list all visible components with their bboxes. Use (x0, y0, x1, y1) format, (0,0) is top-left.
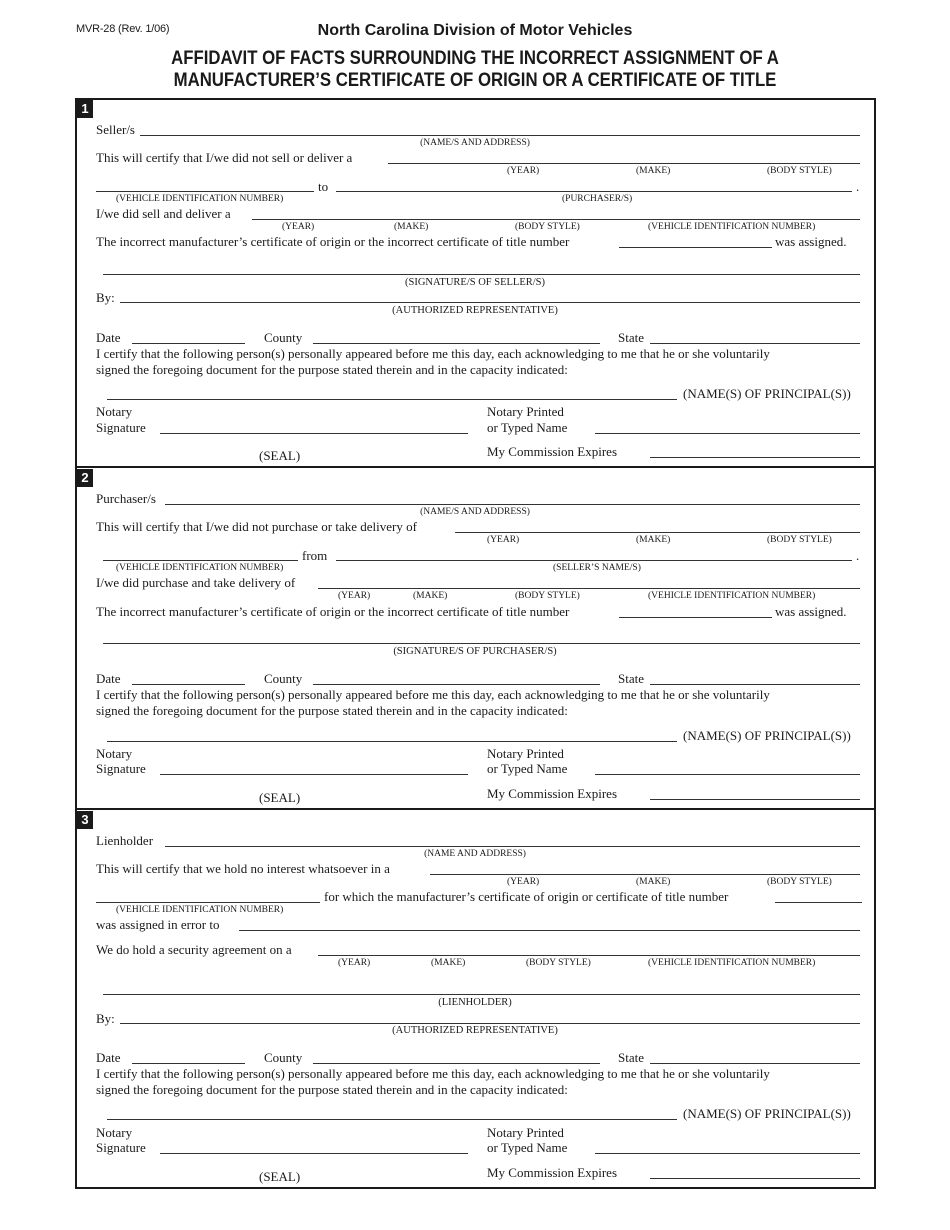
section-divider (75, 466, 876, 468)
caption-make: (MAKE) (431, 958, 466, 968)
caption-year: (YEAR) (507, 877, 540, 887)
date-field[interactable] (132, 684, 245, 685)
caption-purchaser: (PURCHASER/S) (562, 194, 633, 204)
principals-field[interactable] (107, 741, 677, 742)
vin-field[interactable] (96, 191, 314, 192)
authorized-rep-field[interactable] (120, 302, 860, 303)
caption-body-style: (BODY STYLE) (767, 877, 832, 887)
caption-body-style: (BODY STYLE) (767, 535, 832, 545)
vehicle-description-field[interactable] (388, 163, 860, 164)
caption-seller-name: (SELLER’S NAME/S) (553, 563, 641, 573)
caption-year: (YEAR) (487, 535, 520, 545)
vin-field[interactable] (96, 902, 320, 903)
purchaser-label: Purchaser/s (96, 491, 156, 506)
lienholder-name-field[interactable] (165, 846, 860, 847)
caption-body-style: (BODY STYLE) (767, 166, 832, 176)
no-interest-text: This will certify that we hold no interest whatsoever in a (96, 861, 390, 876)
notary-label: Notary (96, 746, 133, 761)
caption-authorized-rep: (AUTHORIZED REPRESENTATIVE) (392, 305, 558, 316)
principals-label: (NAME(S) OF PRINCIPAL(S)) (683, 386, 851, 401)
caption-make: (MAKE) (413, 591, 448, 601)
state-field[interactable] (650, 1063, 860, 1064)
was-assigned-text: was assigned. (775, 234, 847, 249)
vehicle-description-field[interactable] (430, 874, 860, 875)
form-number: MVR-28 (Rev. 1/06) (76, 23, 170, 35)
principals-field[interactable] (107, 399, 677, 400)
caption-vin: (VEHICLE IDENTIFICATION NUMBER) (116, 563, 284, 573)
caption-name-address: (NAME AND ADDRESS) (424, 849, 526, 859)
seal-label: (SEAL) (259, 1169, 301, 1184)
caption-lienholder: (LIENHOLDER) (438, 997, 512, 1008)
county-field[interactable] (313, 684, 600, 685)
caption-signature-purchaser: (SIGNATURE/S OF PURCHASER/S) (393, 646, 557, 657)
lienholder-label: Lienholder (96, 833, 154, 848)
caption-vin: (VEHICLE IDENTIFICATION NUMBER) (648, 591, 816, 601)
caption-authorized-rep: (AUTHORIZED REPRESENTATIVE) (392, 1025, 558, 1036)
typed-name-label: or Typed Name (487, 761, 568, 776)
county-label: County (264, 330, 303, 345)
notary-signature-field[interactable] (160, 433, 468, 434)
signature-label: Signature (96, 1140, 146, 1155)
principals-label: (NAME(S) OF PRINCIPAL(S)) (683, 1106, 851, 1121)
typed-name-label: or Typed Name (487, 1140, 568, 1155)
by-label: By: (96, 290, 115, 305)
notary-printed-label: Notary Printed (487, 404, 564, 419)
lienholder-signature-field[interactable] (103, 994, 860, 995)
caption-names-address: (NAME/S AND ADDRESS) (420, 138, 530, 148)
form-title-line-2: MANUFACTURER’S CERTIFICATE OF ORIGIN OR A CERTIFICATE OF TITLE (173, 69, 777, 91)
notary-signature-field[interactable] (160, 1153, 468, 1154)
assigned-error-text: was assigned in error to (96, 917, 220, 932)
caption-names-address: (NAME/S AND ADDRESS) (420, 507, 530, 517)
caption-make: (MAKE) (636, 877, 671, 887)
typed-name-label: or Typed Name (487, 420, 568, 435)
notary-certify-line-2: signed the foregoing document for the purpose stated therein and in the capacity indicated: (96, 1082, 568, 1097)
caption-vin: (VEHICLE IDENTIFICATION NUMBER) (648, 958, 816, 968)
county-label: County (264, 671, 303, 686)
did-sell-text: I/we did sell and deliver a (96, 206, 231, 221)
caption-year: (YEAR) (338, 958, 371, 968)
commission-expires-field[interactable] (650, 799, 860, 800)
notary-name-field[interactable] (595, 433, 860, 434)
caption-vin: (VEHICLE IDENTIFICATION NUMBER) (116, 194, 284, 204)
title-number-field[interactable] (619, 247, 772, 248)
assigned-to-field[interactable] (239, 930, 860, 931)
from-label: from (302, 548, 328, 563)
signature-label: Signature (96, 761, 146, 776)
caption-vin: (VEHICLE IDENTIFICATION NUMBER) (116, 905, 284, 915)
for-which-text: for which the manufacturer’s certificate of origin or certificate of title number (324, 889, 729, 904)
caption-make: (MAKE) (636, 535, 671, 545)
notary-name-field[interactable] (595, 774, 860, 775)
caption-make: (MAKE) (394, 222, 429, 232)
notary-certify-line-1: I certify that the following person(s) personally appeared before me this day, each acknowledging to me that he or she voluntarily (96, 687, 770, 702)
seal-label: (SEAL) (259, 448, 301, 463)
purchaser-field[interactable] (336, 191, 852, 192)
did-purchase-text: I/we did purchase and take delivery of (96, 575, 296, 590)
caption-body-style: (BODY STYLE) (515, 591, 580, 601)
section-3-number: 3 (77, 811, 93, 829)
state-field[interactable] (650, 684, 860, 685)
caption-make: (MAKE) (636, 166, 671, 176)
signature-label: Signature (96, 420, 146, 435)
caption-vin: (VEHICLE IDENTIFICATION NUMBER) (648, 222, 816, 232)
by-label: By: (96, 1011, 115, 1026)
county-field[interactable] (313, 343, 600, 344)
state-label: State (618, 1050, 644, 1065)
title-number-field[interactable] (619, 617, 772, 618)
notary-certify-line-1: I certify that the following person(s) personally appeared before me this day, each acknowledging to me that he or she voluntarily (96, 346, 770, 361)
caption-body-style: (BODY STYLE) (515, 222, 580, 232)
seller-signature-field[interactable] (103, 274, 860, 275)
actual-vehicle-field[interactable] (318, 588, 860, 589)
section-1-number: 1 (77, 100, 93, 118)
seller-name-field[interactable] (336, 560, 852, 561)
was-assigned-text: was assigned. (775, 604, 847, 619)
agency-name: North Carolina Division of Motor Vehicles (317, 22, 633, 39)
notary-label: Notary (96, 404, 133, 419)
vehicle-description-field[interactable] (455, 532, 860, 533)
certify-not-sell-text: This will certify that I/we did not sell or deliver a (96, 150, 353, 165)
caption-body-style: (BODY STYLE) (526, 958, 591, 968)
section-divider (75, 808, 876, 810)
vin-field[interactable] (103, 560, 298, 561)
principals-label: (NAME(S) OF PRINCIPAL(S)) (683, 728, 851, 743)
security-agreement-text: We do hold a security agreement on a (96, 942, 292, 957)
caption-signature-seller: (SIGNATURE/S OF SELLER/S) (404, 277, 545, 288)
date-label: Date (96, 1050, 121, 1065)
purchaser-name-field[interactable] (165, 504, 860, 505)
notary-signature-field[interactable] (160, 774, 468, 775)
form-title-line-1: AFFIDAVIT OF FACTS SURROUNDING THE INCORRECT ASSIGNMENT OF A (171, 47, 779, 69)
notary-certify-line-1: I certify that the following person(s) personally appeared before me this day, each acknowledging to me that he or she voluntarily (96, 1066, 770, 1081)
section-2-number: 2 (77, 469, 93, 487)
state-label: State (618, 330, 644, 345)
incorrect-cert-text: The incorrect manufacturer’s certificate of origin or the incorrect certificate of title number (96, 234, 570, 249)
commission-label: My Commission Expires (487, 444, 618, 459)
caption-year: (YEAR) (338, 591, 371, 601)
date-label: Date (96, 671, 121, 686)
security-vehicle-field[interactable] (318, 955, 860, 956)
notary-name-field[interactable] (595, 1153, 860, 1154)
notary-printed-label: Notary Printed (487, 746, 564, 761)
to-label: to (318, 179, 329, 194)
commission-expires-field[interactable] (650, 457, 860, 458)
principals-field[interactable] (107, 1119, 677, 1120)
date-field[interactable] (132, 1063, 245, 1064)
authorized-rep-field[interactable] (120, 1023, 860, 1024)
notary-certify-line-2: signed the foregoing document for the purpose stated therein and in the capacity indicated: (96, 703, 568, 718)
purchaser-signature-field[interactable] (103, 643, 860, 644)
seller-label: Seller/s (96, 122, 135, 137)
caption-year: (YEAR) (507, 166, 540, 176)
commission-label: My Commission Expires (487, 786, 618, 801)
title-number-field[interactable] (775, 902, 862, 903)
state-field[interactable] (650, 343, 860, 344)
caption-year: (YEAR) (282, 222, 315, 232)
county-field[interactable] (313, 1063, 600, 1064)
notary-printed-label: Notary Printed (487, 1125, 564, 1140)
commission-expires-field[interactable] (650, 1178, 860, 1179)
seal-label: (SEAL) (259, 790, 301, 805)
date-label: Date (96, 330, 121, 345)
county-label: County (264, 1050, 303, 1065)
notary-label: Notary (96, 1125, 133, 1140)
certify-not-purchase-text: This will certify that I/we did not purchase or take delivery of (96, 519, 417, 534)
actual-vehicle-field[interactable] (252, 219, 860, 220)
date-field[interactable] (132, 343, 245, 344)
notary-certify-line-2: signed the foregoing document for the purpose stated therein and in the capacity indicated: (96, 362, 568, 377)
commission-label: My Commission Expires (487, 1165, 618, 1180)
seller-name-field[interactable] (140, 135, 860, 136)
incorrect-cert-text: The incorrect manufacturer’s certificate of origin or the incorrect certificate of title number (96, 604, 570, 619)
state-label: State (618, 671, 644, 686)
